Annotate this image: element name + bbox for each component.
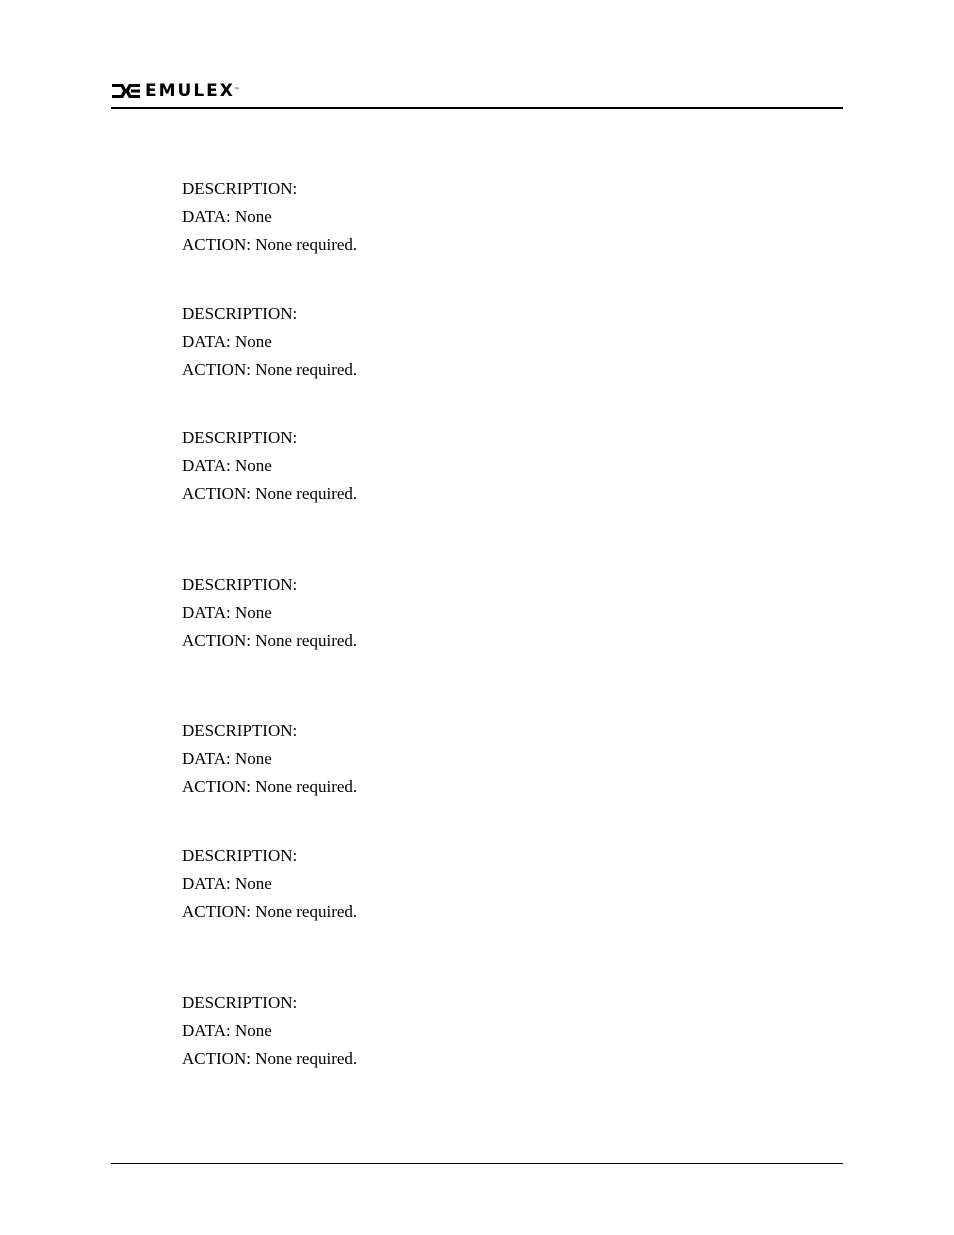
- footer-rule: [111, 1163, 843, 1164]
- entry-description: DESCRIPTION:: [182, 304, 298, 323]
- entry-data: DATA: None: [182, 874, 272, 893]
- entry-description: DESCRIPTION:: [182, 428, 298, 447]
- trademark-symbol: ™: [233, 87, 240, 94]
- header-rule: [111, 107, 843, 109]
- event-entry: [182, 175, 782, 259]
- entry-action: ACTION: None required.: [182, 360, 358, 379]
- entry-data: DATA: None: [182, 456, 272, 475]
- event-entry: [182, 571, 782, 655]
- entry-description: DESCRIPTION:: [182, 575, 298, 594]
- entry-action: ACTION: None required.: [182, 484, 358, 503]
- page-header: [111, 78, 843, 108]
- entry-action: ACTION: None required.: [182, 902, 358, 921]
- event-entry: [182, 424, 782, 508]
- event-entry: [182, 717, 782, 801]
- entry-action: ACTION: None required.: [182, 1049, 358, 1068]
- entry-data: DATA: None: [182, 1021, 272, 1040]
- entry-description: DESCRIPTION:: [182, 721, 298, 740]
- emulex-logo-text: EMULEX: [145, 81, 235, 101]
- entry-action: ACTION: None required.: [182, 235, 358, 254]
- entry-data: DATA: None: [182, 749, 272, 768]
- entry-action: ACTION: None required.: [182, 631, 358, 650]
- entry-description: DESCRIPTION:: [182, 846, 298, 865]
- emulex-logo-mark-icon: [111, 82, 141, 100]
- emulex-logo: [111, 81, 240, 101]
- event-entry: [182, 300, 782, 384]
- entry-data: DATA: None: [182, 207, 272, 226]
- entry-description: DESCRIPTION:: [182, 179, 298, 198]
- entry-data: DATA: None: [182, 332, 272, 351]
- event-entry: [182, 842, 782, 926]
- entry-data: DATA: None: [182, 603, 272, 622]
- entry-action: ACTION: None required.: [182, 777, 358, 796]
- entry-description: DESCRIPTION:: [182, 993, 298, 1012]
- event-entry: [182, 989, 782, 1073]
